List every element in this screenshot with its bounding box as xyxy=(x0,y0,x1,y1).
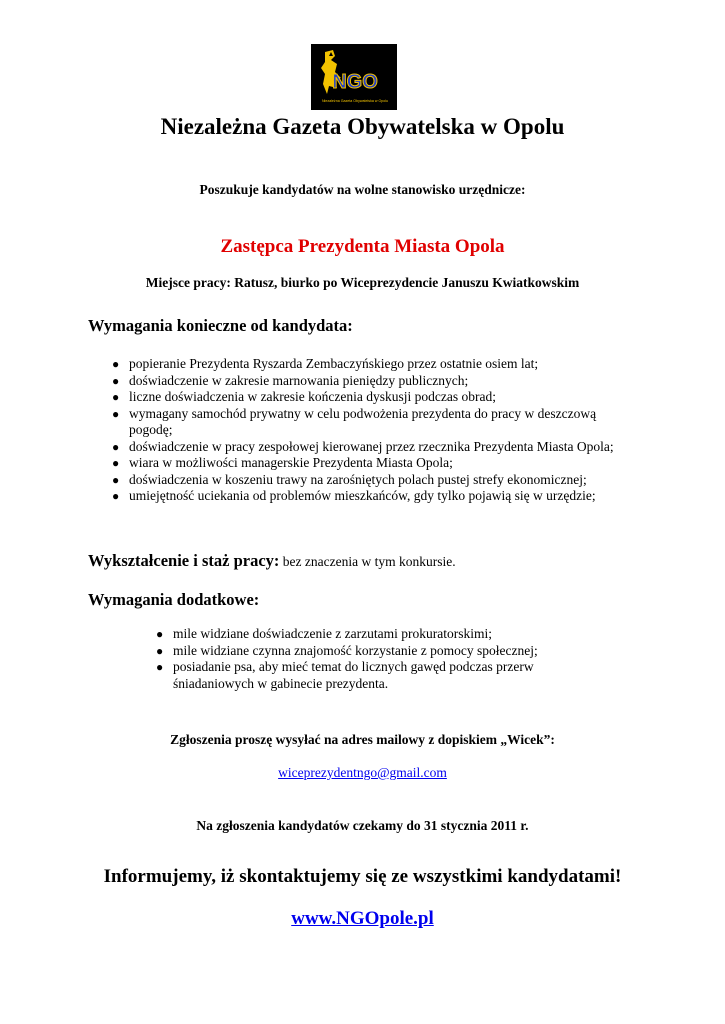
bullet-icon: ● xyxy=(156,643,164,658)
inform-text: Informujemy, iż skontaktujemy się ze wszystkimi kandydatami! xyxy=(103,866,622,887)
bullet-icon: ● xyxy=(112,456,120,470)
list-item: ● wymagany samochód prywatny w celu podwożenia prezydenta do pracy w deszczową pogodę; xyxy=(112,405,597,437)
bullet-icon: ● xyxy=(112,373,120,388)
list-item: ● popieranie Prezydenta Ryszarda Zembaczyńskiego przez ostatnie osiem lat; xyxy=(112,356,539,371)
page-title: Niezależna Gazeta Obywatelska w Opolu xyxy=(160,114,565,139)
bullet-icon: ● xyxy=(156,627,164,641)
svg-text:NGO: NGO xyxy=(332,71,378,93)
application-instruction: Zgłoszenia proszę wysyłać na adres mailowy z dopiskiem „Wicek”: xyxy=(170,732,555,747)
bullet-icon: ● xyxy=(112,472,120,487)
bullet-icon: ● xyxy=(112,489,120,503)
education-label: Wykształcenie i staż pracy: xyxy=(88,551,280,570)
list-item: ● posiadanie psa, aby mieć temat do licznych gawęd podczas przerw śniadaniowych w gabinecie prezydenta. xyxy=(156,659,534,691)
requirements-heading: Wymagania konieczne od kandydata: xyxy=(88,316,353,335)
bullet-icon: ● xyxy=(112,357,120,371)
list-item: ● doświadczenie w zakresie marnowania pieniędzy publicznych; xyxy=(112,372,469,388)
list-item: ● doświadczenia w koszeniu trawy na zarośniętych polach pustej strefy ekonomicznej; xyxy=(112,471,587,487)
list-item: ● mile widziane czynna znajomość korzystanie z pomocy społecznej; xyxy=(156,642,538,658)
svg-text:Niezależna Gazeta Obywatelska: Niezależna Gazeta Obywatelska w Opolu xyxy=(321,99,389,103)
requirements-list xyxy=(112,356,642,505)
list-item: ● liczne doświadczenia w zakresie kończenia dyskusji podczas obrad; xyxy=(112,389,496,404)
eagle-logo-icon xyxy=(311,44,397,110)
bullet-icon: ● xyxy=(112,390,120,404)
intro-text: Poszukuje kandydatów na wolne stanowisko urzędnicze: xyxy=(199,182,526,197)
deadline-text: Na zgłoszenia kandydatów czekamy do 31 stycznia 2011 r. xyxy=(196,818,529,833)
education-value: bez znaczenia w tym konkursie. xyxy=(279,554,456,569)
list-item: ● wiara w możliwości managerskie Prezydenta Miasta Opola; xyxy=(112,455,453,470)
list-item: ● umiejętność uciekania od problemów mieszkańców, gdy tylko pojawią się w urzędzie; xyxy=(112,488,596,503)
list-item: ● doświadczenie w pracy zespołowej kierowanej przez rzecznika Prezydenta Miasta Opola; xyxy=(112,438,614,454)
bullet-icon: ● xyxy=(112,406,120,421)
email-link[interactable]: wiceprezydentngo@gmail.com xyxy=(278,765,447,780)
additional-list xyxy=(156,626,596,692)
bullet-icon: ● xyxy=(112,439,120,454)
bullet-icon: ● xyxy=(156,660,164,674)
education-line xyxy=(88,551,456,571)
website-link[interactable]: www.NGOpole.pl xyxy=(291,908,434,929)
list-item: ● mile widziane doświadczenie z zarzutami prokuratorskimi; xyxy=(156,626,493,641)
workplace-text: Miejsce pracy: Ratusz, biurko po Wiceprezydencie Januszu Kwiatkowskim xyxy=(145,275,580,290)
position-title: Zastępca Prezydenta Miasta Opola xyxy=(220,236,505,257)
ngo-logo xyxy=(311,44,397,110)
additional-heading: Wymagania dodatkowe: xyxy=(88,590,260,609)
